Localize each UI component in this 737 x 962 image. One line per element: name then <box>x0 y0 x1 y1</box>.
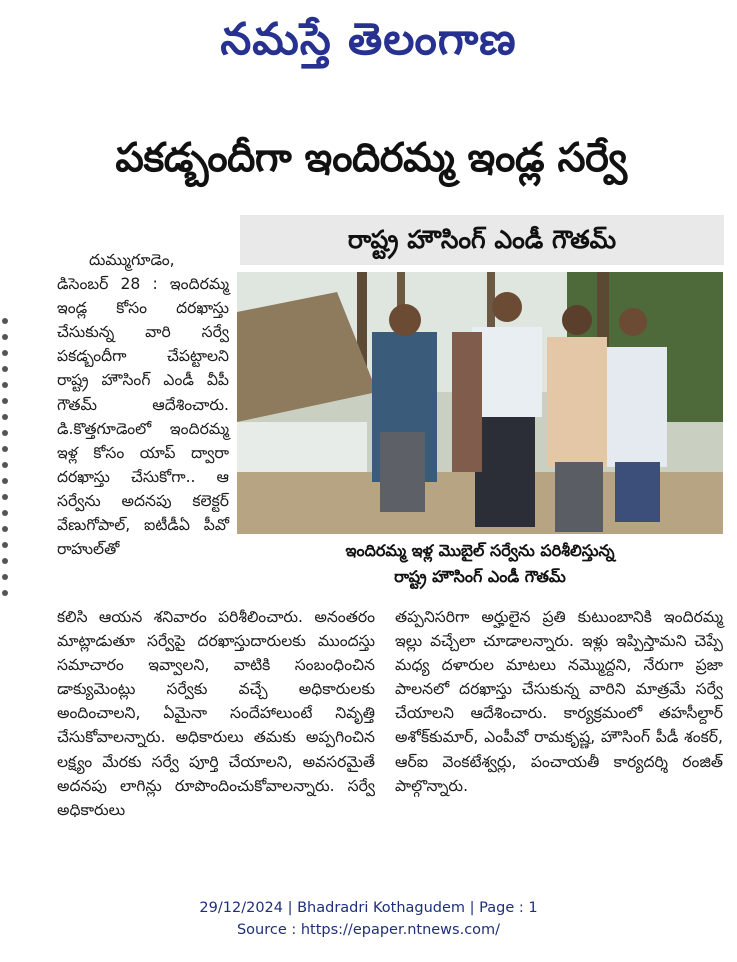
article-column-a <box>57 248 229 561</box>
footer-source: Source : https://epaper.ntnews.com/ <box>236 922 501 938</box>
newspaper-masthead: నమస్తే తెలంగాణ <box>220 14 517 65</box>
article-photo <box>237 272 723 534</box>
decorative-dots <box>2 318 12 618</box>
article-text-b: కలిసి ఆయన శనివారం పరిశీలించారు. అనంతరం మాట్లాడుతూ సర్వేపై దరఖాస్తుదారులకు ముందస్తు సమాచారం ఇవ్వాలని, వాటికి సంబంధించిన డాక్యుమెంట్లు సర్వేకు వచ్చే అధికారులకు అందించాలని, ఏమైనా సందేహాలుంటే నివృత్తి చేసుకోవాలన్నారు. అధికారులు తమకు అప్పగించిన లక్ష్యం మేరకు సర్వే పూర్తి చేయాలని, అవసరమైతే అదనపు లాగిన్లు రూపొందించుకోవాలన్నారు. సర్వే అధికారులు <box>57 608 375 819</box>
article-text-c: తప్పనిసరిగా అర్హులైన ప్రతి కుటుంబానికి ఇందిరమ్మ ఇల్లు వచ్చేలా చూడాలన్నారు. ఇళ్లు ఇప్పిస్తామని చెప్పే మధ్య దళారుల మాటలు నమ్మొద్దని, నేరుగా ప్రజా పాలనలో దరఖాస్తు చేసుకున్న వారిని మాత్రమే సర్వే చేయాలని ఆదేశించారు. కార్యక్రమంలో తహసీల్దార్ అశోక్‌కుమార్, ఎంపీవో రామకృష్ణ, హౌసింగ్ పీడీ శంకర్, ఆర్ఐ వెంకటేశ్వర్లు, పంచాయతీ కార్యదర్శి రంజిత్ పాల్గొన్నారు. <box>395 608 723 795</box>
article-column-b <box>57 605 375 822</box>
article-text-a: దుమ్ముగూడెం, డిసెంబర్ 28 : ఇందిరమ్మ ఇండ్ల కోసం దరఖాస్తు చేసుకున్న వారి సర్వే పకడ్బందీగా చేపట్టాలని రాష్ట్ర హౌసింగ్ ఎండీ వీపీ గౌతమ్ ఆదేశించారు. డి.కొత్తగూడెంలో ఇందిరమ్మ ఇళ్ల కోసం యాప్ ద్వారా దరఖాస్తు చేసుకోగా.. ఆ సర్వేను అదనపు కలెక్టర్ వేణుగోపాల్, ఐటీడీఏ పీవో రాహుల్‌తో <box>57 251 229 559</box>
photo-caption <box>237 538 723 590</box>
photo-illustration <box>237 272 723 534</box>
article-column-c <box>395 605 723 798</box>
article-subheadline: రాష్ట్ర హౌసింగ్ ఎండీ గౌతమ్ <box>240 215 724 265</box>
footer-date-edition: 29/12/2024 | Bhadradri Kothagudem | Page : 1 <box>199 900 538 916</box>
photo-caption-line-1: ఇందిరమ్మ ఇళ్ల మొబైల్ సర్వేను పరిశీలిస్తున్న <box>345 541 615 560</box>
article-headline: పకడ్బందీగా ఇందిరమ్మ ఇండ్ల సర్వే <box>115 135 627 181</box>
photo-caption-line-2: రాష్ట్ర హౌసింగ్ ఎండీ గౌతమ్ <box>394 567 566 586</box>
